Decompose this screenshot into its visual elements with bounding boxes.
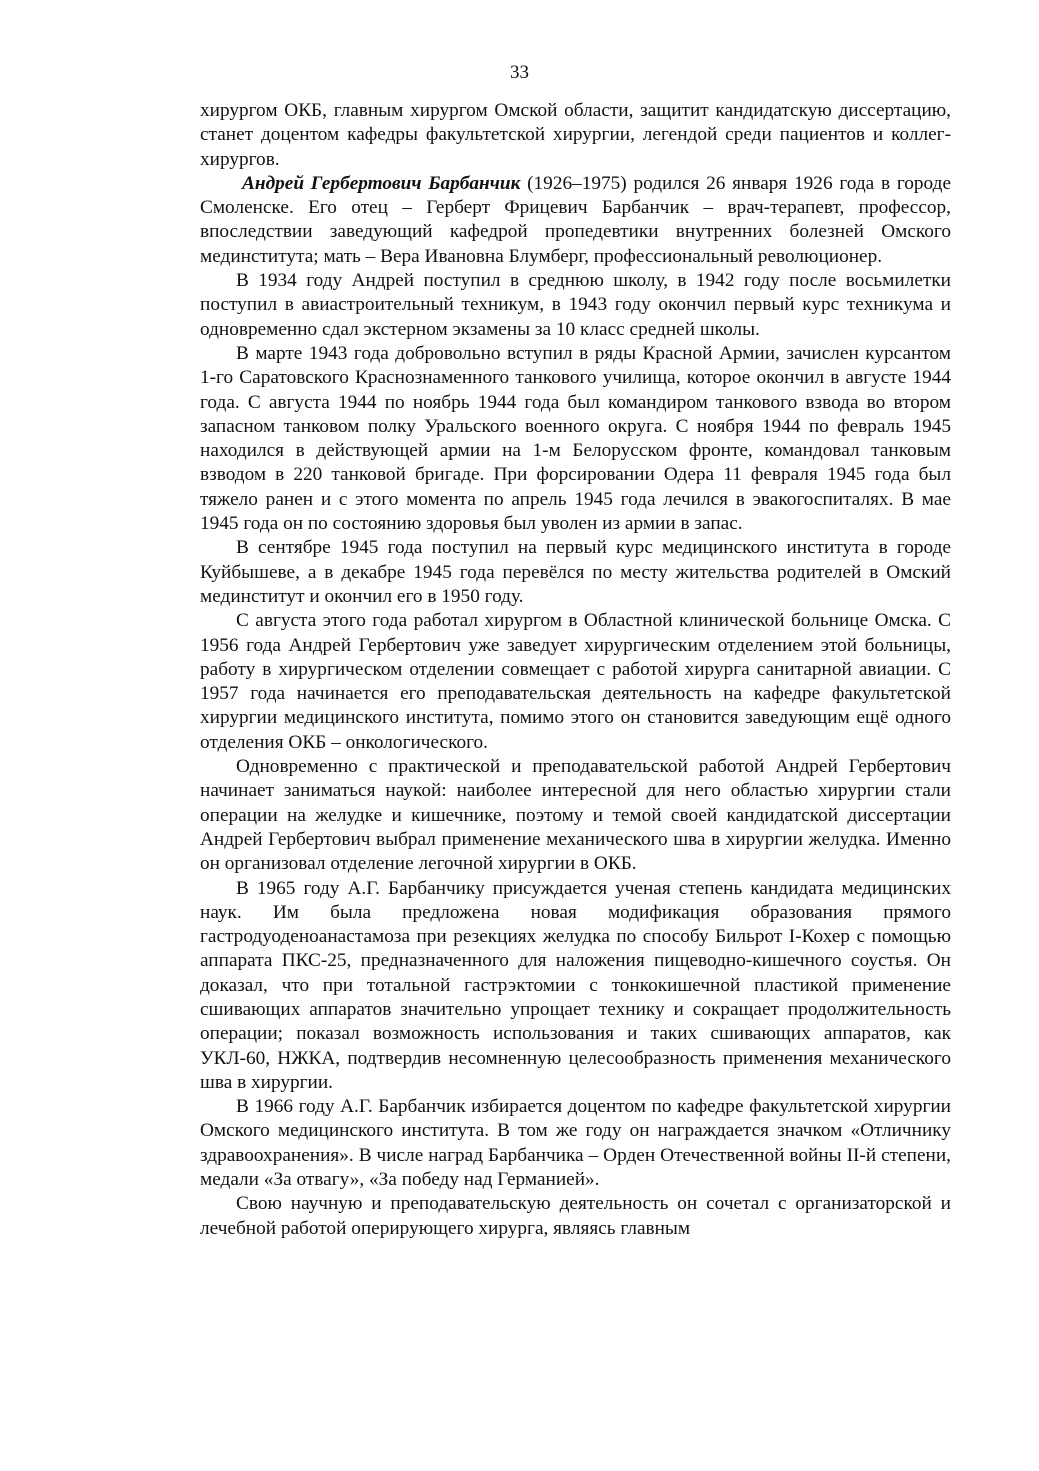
page-number: 33 (510, 62, 529, 83)
paragraph-surgical-career: С августа этого года работал хирургом в Областной клинической больнице Омска. С 1956 года Андрей Гербертович уже заведует хирургическим отделением этой больницы, работу в хирургическом отделении совмещает с работой хирурга санитарной авиации. С 1957 года начинается его преподавательская деятельность на кафедре факультетской хирургии медицинского института, помимо этого он становится заведующим ещё одного отделения ОКБ – онкологического. (200, 610, 951, 753)
paragraph-continuation: хирургом ОКБ, главным хирургом Омской области, защитит кандидатскую диссертацию, станет доцентом кафедры факультетской хирургии, легендой среди пациентов и коллег-хирургов. (200, 100, 951, 170)
person-name: Андрей Гербертович Барбанчик (242, 172, 521, 194)
paragraph-medical-institute: В сентябре 1945 года поступил на первый курс медицинского института в городе Куйбышеве, а в декабре 1945 года перевёлся по месту жительства родителей в Омский мединститут и окончил его в 1950 году. (200, 537, 951, 607)
paragraph-awards: В 1966 году А.Г. Барбанчик избирается доцентом по кафедре факультетской хирургии Омского медицинского института. В том же году он награждается значком «Отличнику здравоохранения». В числе наград Барбанчика – Орден Отечественной войны II-й степени, медали «За отвагу», «За победу над Германией». (200, 1096, 951, 1191)
paragraph-text: (1926–1975) родился 26 января 1926 года в городе Смоленске. Его отец – Герберт Фрицевич Барбанчик – врач-терапевт, профессор, впоследствии заведующий кафедрой пропедевтики внутренних болезней Омского мединститута; мать – Вера Ивановна Блумберг, профессиональный революционер. (200, 172, 952, 267)
paragraph-degree: В 1965 году А.Г. Барбанчику присуждается ученая степень кандидата медицинских наук. Им была предложена новая модификация образования прямого гастродуоденоанастамоза при резекциях желудка по способу Бильрот I-Кохер с помощью аппарата ПКС-25, предназначенного для наложения пищеводно-кишечного соустья. Он доказал, что при тотальной гастрэктомии с тонкокишечной пластикой применение сшивающих аппаратов значительно упрощает технику и сокращает продолжительность операции; показал возможность использования и таких сшивающих аппаратов, как УКЛ-60, НЖКА, подтвердив несомненную целесообразность применения механического шва в хирургии. (200, 877, 951, 1093)
paragraph-continued: Свою научную и преподавательскую деятельность он сочетал с организаторской и лечебной работой оперирующего хирурга, являясь главным (200, 1193, 951, 1239)
paragraph-military-service: В марте 1943 года добровольно вступил в ряды Красной Армии, зачислен курсантом 1-го Саратовского Краснознаменного танкового училища, которое окончил в августе 1944 года. С августа 1944 по ноябрь 1944 года был командиром танкового взвода во втором запасном танковом полку Уральского военного округа. С ноября 1944 по февраль 1945 находился в действующей армии на 1-м Белорусском фронте, командовал танковым взводом в 220 танковой бригаде. При форсировании Одера 11 февраля 1945 года был тяжело ранен и с этого момента по апрель 1945 года лечился в эвакогоспиталях. В мае 1945 года он по состоянию здоровья был уволен из армии в запас. (200, 342, 951, 535)
paragraph-research: Одновременно с практической и преподавательской работой Андрей Гербертович начинает заниматься наукой: наиболее интересной для него областью хирургии стали операции на желудке и кишечнике, поэтому и темой своей кандидатской диссертации Андрей Гербертович выбрал применение механического шва в хирургии желудка. Именно он организовал отделение легочной хирургии в ОКБ. (200, 756, 951, 875)
text-body (200, 99, 951, 1241)
paragraph-education: В 1934 году Андрей поступил в среднюю школу, в 1942 году после восьмилетки поступил в авиастроительный техникум, в 1943 году окончил первый курс техникума и одновременно сдал экстерном экзамены за 10 класс средней школы. (200, 270, 951, 340)
paragraph-biography-intro (200, 172, 951, 269)
